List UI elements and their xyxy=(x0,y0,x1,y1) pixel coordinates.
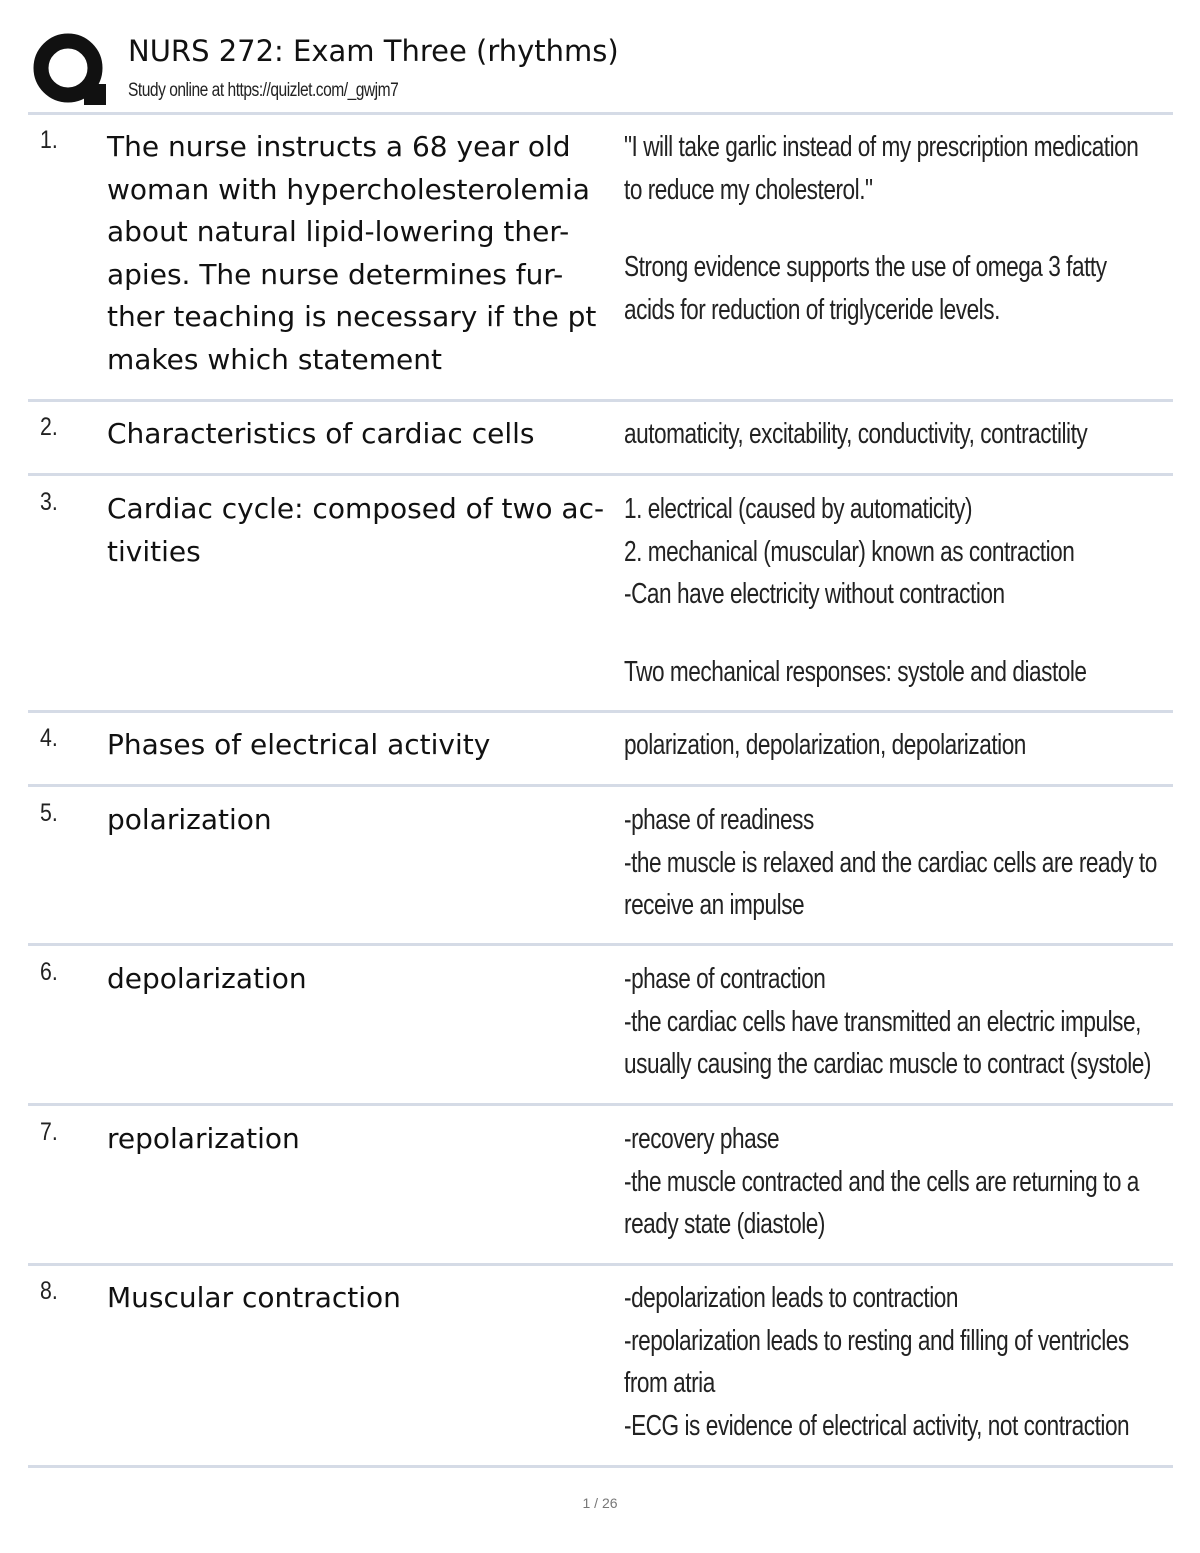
definition-line: 2. mechanical (muscular) known as contraction xyxy=(624,535,1075,568)
term-line: polarization xyxy=(107,803,272,836)
card-number: 8. xyxy=(40,1277,58,1305)
quizlet-q-logo-icon xyxy=(32,32,108,108)
divider xyxy=(28,1103,1173,1106)
divider xyxy=(28,473,1173,476)
card-term xyxy=(107,1277,617,1320)
definition-line: -Can have electricity without contraction xyxy=(624,578,1005,610)
card-term xyxy=(107,799,617,842)
term-line: repolarization xyxy=(107,1122,300,1155)
definition-line: -the muscle is relaxed and the cardiac cells are ready to xyxy=(624,846,1157,879)
divider xyxy=(28,1465,1173,1468)
definition-line: -repolarization leads to resting and filling of ventricles xyxy=(624,1324,1129,1357)
term-line: ther teaching is necessary if the pt xyxy=(107,300,597,333)
definition-line: usually causing the cardiac muscle to contract (systole) xyxy=(624,1048,1151,1080)
card-number: 1. xyxy=(40,126,58,154)
card-definition xyxy=(624,413,1123,456)
card-term xyxy=(107,1118,617,1161)
term-line: about natural lipid-lowering ther- xyxy=(107,215,570,248)
divider xyxy=(28,943,1173,946)
term-line: woman with hypercholesterolemia xyxy=(107,172,590,206)
card-definition xyxy=(624,799,1157,927)
definition-line: 1. electrical (caused by automaticity) xyxy=(624,493,973,525)
card-term xyxy=(107,724,617,767)
card-term xyxy=(107,488,617,573)
definition-line: -the cardiac cells have transmitted an electric impulse, xyxy=(624,1005,1141,1038)
definition-line: -depolarization leads to contraction xyxy=(624,1282,958,1314)
definition-line: -phase of contraction xyxy=(624,963,826,995)
definition-line: polarization, depolarization, depolarization xyxy=(624,729,1026,761)
definition-line: automaticity, excitability, conductivity, contractility xyxy=(624,418,1088,450)
divider xyxy=(28,1263,1173,1266)
card-definition xyxy=(624,1118,1139,1246)
definition-line: Two mechanical responses: systole and diastole xyxy=(624,655,1087,688)
card-number: 5. xyxy=(40,799,58,827)
term-line: apies. The nurse determines fur- xyxy=(107,257,564,291)
definition-spacer xyxy=(624,211,1123,246)
card-definition xyxy=(624,958,1151,1086)
card-number: 3. xyxy=(40,488,58,516)
term-line: Muscular contraction xyxy=(107,1281,401,1314)
card-term xyxy=(107,958,617,1001)
definition-spacer xyxy=(624,616,1123,651)
definition-line: to reduce my cholesterol." xyxy=(624,173,873,206)
term-line: The nurse instructs a 68 year old xyxy=(107,130,571,163)
card-definition xyxy=(624,724,1123,767)
term-line: depolarization xyxy=(107,962,307,995)
card-definition xyxy=(624,126,1139,331)
term-line: tivities xyxy=(107,534,201,568)
card-definition xyxy=(624,488,1123,693)
definition-line: -the muscle contracted and the cells are returning to a xyxy=(624,1165,1139,1198)
study-online-link[interactable]: Study online at https://quizlet.com/_gwjm7 xyxy=(128,80,399,101)
definition-line: ready state (diastole) xyxy=(624,1208,825,1240)
card-number: 2. xyxy=(40,413,58,441)
definition-line: -phase of readiness xyxy=(624,804,814,836)
card-term xyxy=(107,413,617,456)
definition-line: Strong evidence supports the use of omega 3 fatty xyxy=(624,251,1107,283)
definition-line: from atria xyxy=(624,1367,715,1399)
divider xyxy=(28,112,1173,115)
term-line: makes which statement xyxy=(107,342,442,376)
card-number: 4. xyxy=(40,724,58,752)
term-line: Phases of electrical activity xyxy=(107,728,491,761)
page-title: NURS 272: Exam Three (rhythms) xyxy=(128,34,619,68)
card-term xyxy=(107,126,617,381)
divider xyxy=(28,784,1173,787)
definition-line: -recovery phase xyxy=(624,1123,780,1155)
definition-line: acids for reduction of triglyceride levels. xyxy=(624,293,1000,326)
page-indicator: 1 / 26 xyxy=(582,1495,618,1511)
term-line: Characteristics of cardiac cells xyxy=(107,417,535,450)
card-definition xyxy=(624,1277,1130,1447)
term-line: Cardiac cycle: composed of two ac- xyxy=(107,492,605,525)
card-number: 6. xyxy=(40,958,58,986)
divider xyxy=(28,399,1173,402)
definition-line: receive an impulse xyxy=(624,889,805,921)
definition-line: -ECG is evidence of electrical activity, not contraction xyxy=(624,1409,1130,1442)
divider xyxy=(28,710,1173,713)
page-header xyxy=(30,28,1173,112)
card-number: 7. xyxy=(40,1118,58,1146)
definition-line: "I will take garlic instead of my prescription medication xyxy=(624,131,1139,163)
